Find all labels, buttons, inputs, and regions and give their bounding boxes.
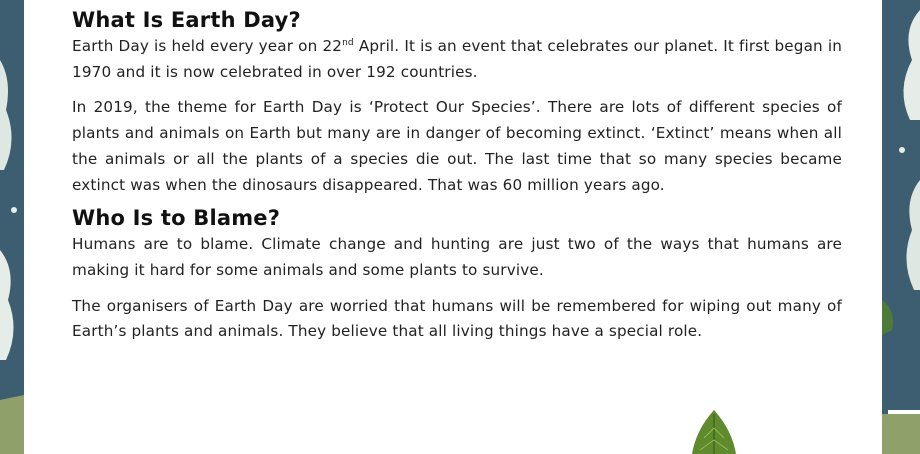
paragraph-theme-species: In 2019, the theme for Earth Day is ‘Protect Our Species’. There are lots of different species of plants and animals on Earth but many are in danger of becoming extinct. ‘Extinct’ means when all the animals or all the plants of a species die out. The last time that so many species became extinct was when the dinosaurs disappeared. That was 60 million years ago. [72, 98, 842, 194]
article-body [72, 6, 842, 345]
left-map-border [0, 0, 24, 454]
map-border-right-graphic [882, 0, 920, 454]
intro-text-start: Earth Day is held every year on 22 [72, 37, 343, 55]
intro-text-end: April. It is an event that celebrates our planet. It first began in 1970 and it is now celebrated in over 192 countries. [72, 37, 843, 81]
worksheet-page [24, 0, 882, 454]
paragraph-humans-to-blame: Humans are to blame. Climate change and hunting are just two of the ways that humans are making it hard for some animals and some plants to survive. [72, 235, 842, 279]
paragraph-earth-day-intro [72, 34, 842, 85]
leaf-icon [684, 410, 744, 454]
paragraph-organisers-worried: The organisers of Earth Day are worried that humans will be remembered for wiping out many of Earth’s plants and animals. They believe that all living things have a special role. [72, 296, 842, 341]
heading-who-is-to-blame: Who Is to Blame? [72, 206, 281, 231]
right-map-border [882, 0, 920, 454]
map-border-left-graphic [0, 0, 24, 454]
heading-what-is-earth-day: What Is Earth Day? [72, 8, 301, 32]
ordinal-suffix: nd [342, 38, 354, 48]
